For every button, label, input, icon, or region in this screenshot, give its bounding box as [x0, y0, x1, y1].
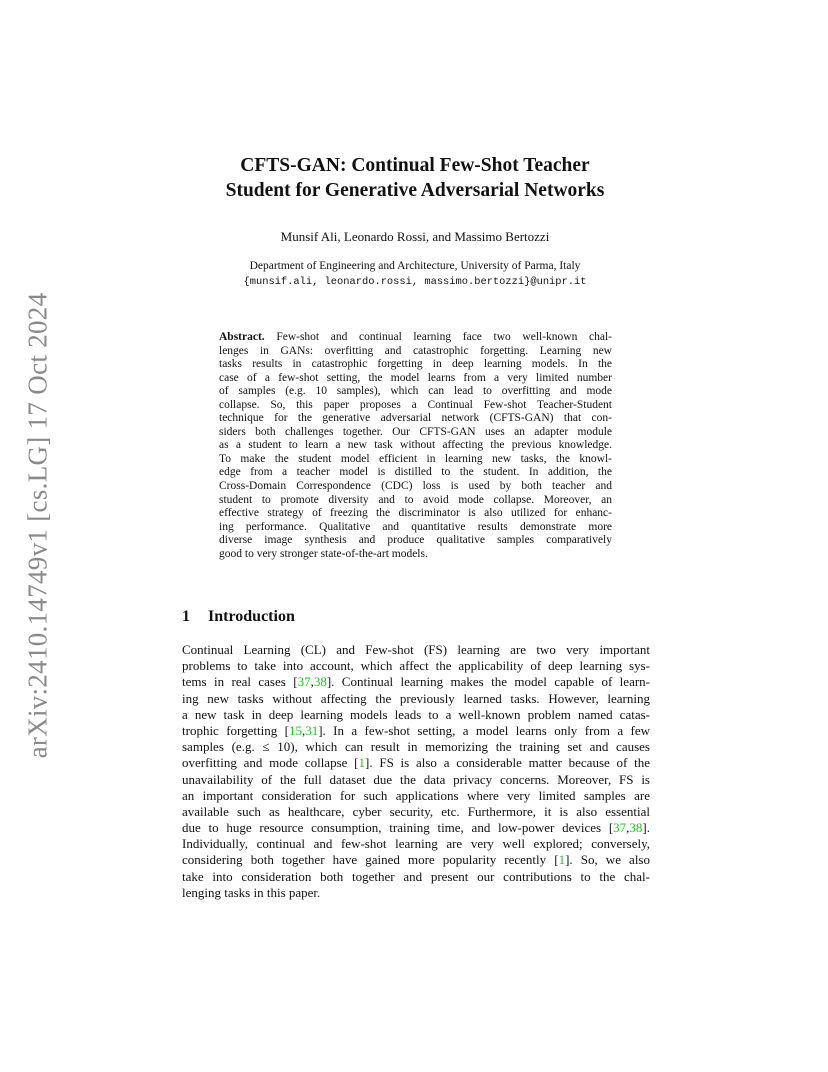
- abstract-line: student to promote diversity and to avoid mode collapse. Moreover, an: [219, 493, 612, 506]
- body-line: overfitting and mode collapse [1]. FS is also a considerable matter because of the: [182, 755, 651, 771]
- paper-title: [150, 153, 680, 203]
- citation-link[interactable]: 37: [613, 820, 627, 836]
- body-line: considering both together have gained more popularity recently [1]. So, we also: [182, 852, 650, 868]
- abstract-line: technique for the generative adversarial network (CFTS-GAN) that con-: [219, 412, 612, 425]
- body-line: ing new tasks without affecting the previously learned tasks. However, learning: [182, 690, 650, 706]
- arxiv-stamp-text: arXiv:2410.14749v1 [cs.LG] 17 Oct 2024: [22, 292, 53, 758]
- body-line: problems to take into account, which affect the applicability of deep learning sys-: [182, 658, 650, 674]
- body-line: due to huge resource consumption, training time, and low-power devices [37,38].: [182, 820, 650, 836]
- citation-link[interactable]: 38: [629, 820, 643, 836]
- body-line: Individually, continual and few-shot learning are very well explored; conversely,: [182, 836, 650, 852]
- body-line: a new task in deep learning models leads to a well-known problem named catas-: [182, 706, 650, 722]
- citation-link[interactable]: 31: [305, 722, 319, 738]
- body-line: available such as healthcare, cyber security, etc. Furthermore, it is also essential: [182, 803, 650, 819]
- abstract-line: as a student to learn a new task without affecting the previous knowledge.: [219, 439, 612, 452]
- section-heading-introduction: [182, 607, 652, 627]
- citation-link[interactable]: 15: [288, 722, 302, 738]
- body-line: trophic forgetting [15,31]. In a few-shot setting, a model learns only from a few: [182, 722, 650, 738]
- citation-link[interactable]: 38: [313, 674, 327, 690]
- section-title: Introduction: [208, 608, 295, 625]
- abstract-line: lenges in GANs: overfitting and catastrophic forgetting. Learning new: [219, 344, 612, 357]
- body-line: take into consideration both together and present our contributions to the chal-: [182, 868, 650, 884]
- introduction-paragraph: [182, 642, 650, 901]
- affiliation: Department of Engineering and Architecture, University of Parma, Italy: [249, 260, 581, 272]
- title-line-1: CFTS-GAN: Continual Few-Shot Teacher: [240, 155, 590, 176]
- author-list: Munsif Ali, Leonardo Rossi, and Massimo Bertozzi: [280, 229, 550, 244]
- abstract-line: ing performance. Qualitative and quantitative results demonstrate more: [219, 520, 612, 533]
- citation-link[interactable]: 1: [358, 755, 365, 771]
- citation-link[interactable]: 1: [558, 852, 566, 868]
- abstract-line: Cross-Domain Correspondence (CDC) loss is used by both teacher and: [219, 480, 612, 493]
- abstract-label: Abstract.: [219, 331, 265, 343]
- abstract-line: diverse image synthesis and produce qualitative samples comparatively: [219, 534, 612, 547]
- body-line: unavailability of the full dataset due the data privacy concerns. Moreover, FS is: [182, 771, 650, 787]
- abstract-line: good to very stronger state-of-the-art models.: [219, 547, 428, 560]
- citation-link[interactable]: 37: [297, 674, 311, 690]
- abstract-line: tasks results in catastrophic forgetting in deep learning models. In the: [219, 358, 612, 371]
- body-line: an important consideration for such applications where very limited samples are: [182, 787, 650, 803]
- abstract-line: collapse. So, this paper proposes a Continual Few-shot Teacher-Student: [219, 398, 612, 411]
- abstract-line: case of a few-shot setting, the model learns from a very limited number: [219, 371, 612, 384]
- body-line: samples (e.g. ≤ 10), which can result in memorizing the training set and causes: [182, 739, 650, 755]
- abstract-line: siders both challenges together. Our CFTS-GAN uses an adapter module: [219, 425, 612, 438]
- body-line: lenging tasks in this paper.: [182, 884, 321, 900]
- body-line: Continual Learning (CL) and Few-shot (FS) learning are two very important: [182, 642, 650, 657]
- abstract-line: To make the student model efficient in learning new tasks, the knowl-: [219, 452, 612, 465]
- abstract-line: Abstract. Few-shot and continual learning face two well-known chal-: [219, 331, 612, 343]
- abstract-block: [219, 331, 612, 561]
- abstract-line: of samples (e.g. 10 samples), which can lead to overfitting and mode: [219, 385, 612, 398]
- title-line-2: Student for Generative Adversarial Networks: [225, 180, 605, 201]
- abstract-line: effective strategy of freezing the discriminator is also utilized for enhanc-: [219, 507, 612, 520]
- abstract-line: edge from a teacher model is distilled to the student. In addition, the: [219, 466, 612, 479]
- section-number: 1: [182, 608, 190, 625]
- body-line: tems in real cases [37,38]. Continual learning makes the model capable of learn-: [182, 674, 650, 690]
- arxiv-identifier-stamp: [18, 290, 58, 760]
- author-emails: {munsif.ali, leonardo.rossi, massimo.bertozzi}@unipr.it: [243, 276, 587, 288]
